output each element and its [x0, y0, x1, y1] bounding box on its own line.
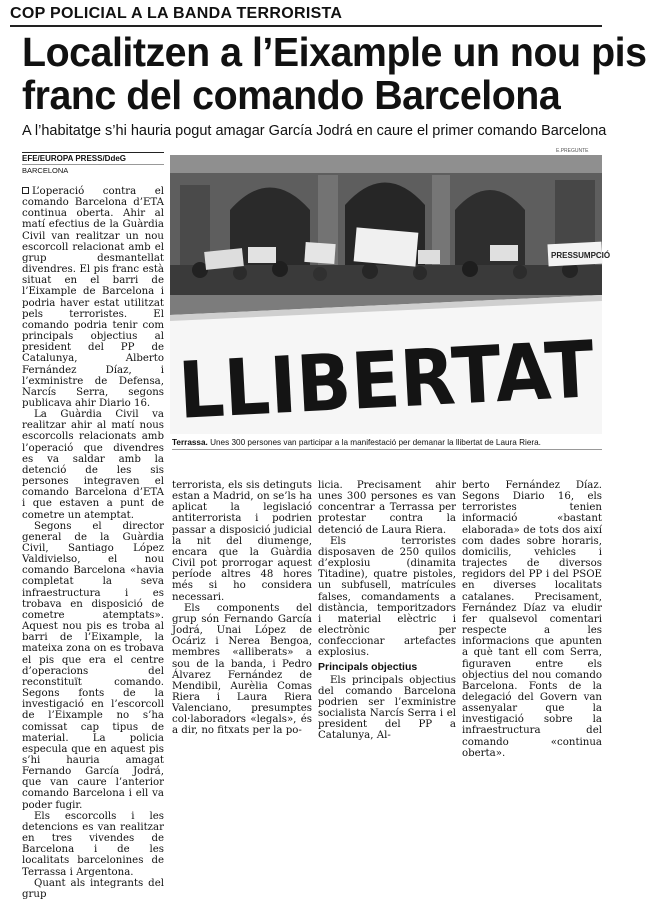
photo-illustration	[170, 155, 633, 437]
article-column-4	[462, 480, 602, 759]
paragraph: berto Fernández Díaz. Segons Diario 16, els terroristes tenien informació «bastant elaborada» de tots dos així com dades sobre horaris, domicilis, vehicles i trajectes de diversos regidors del PP i del PSOE en diverses localitats catalanes. Precisament, Fernández Díaz va eludir fer qualsevol comentari respecte a les informacions que apunten a què tant ell com Serra, figuraven entre els objectius del nou comando Barcelona. Fonts de la delegació del Govern van assenyalar que la investigació sobre la infraestructura del comando «continua oberta».	[462, 480, 602, 759]
article-column-1	[22, 186, 164, 900]
lead-square-icon	[22, 187, 29, 194]
photo-caption	[172, 438, 602, 450]
paragraph: Els components del grup són Fernando García Jodrá, Unai López de Ocáriz i Nerea Bengoa, membres «alliberats» a sou de la banda, i Pedro Álvarez Fernández de Mendibil, Aurèlia Comas Riera i Laura Riera Valenciano, presumptes col·laboradors «legals», és a dir, no fitxats per la po-	[172, 602, 312, 737]
sign-text: PRESSUMPCIÓ	[551, 251, 611, 260]
photo-credit: E.PREGUNTE	[556, 148, 589, 154]
caption-label: Terrassa.	[172, 438, 208, 447]
headline-line-2: franc del comando Barcelona	[22, 72, 561, 118]
caption-text: Unes 300 persones van participar a la manifestació per demanar la llibertat de Laura Riera.	[207, 438, 541, 447]
byline-agency: EFE/EUROPA PRESS/DdeG	[22, 152, 164, 163]
paragraph: terrorista, els sis detinguts estan a Madrid, on se’ls ha aplicat la legislació antiterrorista i podrien passar a disposició judicial la nit del diumenge, encara que la Guàrdia Civil pot prorrogar aquest període altres 48 hores més si ho considera necessari.	[172, 480, 312, 603]
paragraph: Els terroristes disposaven de 250 quilos d’explosiu (dinamita Titadine), quatre pistoles, un subfusell, matrícules falses, comandaments a distància, temporitzadors i material elèctric i electrònic per confeccionar artefactes explosius.	[318, 535, 456, 659]
paragraph: La Guàrdia Civil va realitzar ahir al matí nous escorcolls relacionats amb l’operació que divendres es va saldar amb la detenció de les sis persones integraven el comando Barcelona d’ETA i que estaven a punt de cometre un atemptat.	[22, 409, 164, 521]
byline-place: BARCELONA	[22, 164, 164, 175]
headline	[22, 29, 647, 118]
subheadline: A l’habitatge s’hi hauria pogut amagar García Jodrá en caure el primer comando Barcelona	[22, 123, 607, 139]
section-kicker: COP POLICIAL A LA BANDA TERRORISTA	[10, 3, 602, 27]
paragraph: Els escorcolls i les detencions es van realitzar en tres vivendes de Barcelona i de les localitats barcelonines de Terrassa i Argentona.	[22, 810, 164, 878]
headline-line-1: Localitzen a l’Eixample un nou pis	[22, 29, 647, 75]
article-column-3	[318, 480, 456, 742]
paragraph: Els principals objectius del comando Barcelona podrien ser l’exministre socialista Narcís Serra i el president del PP a Catalunya, Al-	[318, 674, 456, 742]
news-photo	[170, 155, 633, 437]
section-heading: Principals objectius	[318, 660, 418, 673]
paragraph: licia. Precisament ahir unes 300 persones es van concentrar a Terrassa per protestar contra la detenció de Laura Riera.	[318, 480, 456, 536]
paragraph: Segons el director general de la Guàrdia Civil, Santiago López Valdivielso, el nou comando Barcelona «havia completat la seva infraestructura i es trobava en disposició de cometre atemptats». Aquest nou pis es troba al barri de l’Eixample, la mateixa zona on es trobava el pis que era el centre d’operacions del reconstituït comando. Segons fonts de la investigació en l’escorcoll de l’Eixample no s’ha comissat cap tipus de material. La policia especula que en aquest pis s’hi hauria amagat Fernando García Jodrá, que van caure l’anterior comando Barcelona i ell va poder fugir.	[22, 520, 164, 811]
paragraph: L’operació contra el comando Barcelona d’ETA continua oberta. Ahir al matí efectius de la Guàrdia Civil van realitzar un nou escorcoll relacionat amb el grup desmantellat divendres. El pis franc està situat en el barri de l’Eixample de Barcelona i podria haver estat utilitzat pels terroristes. El comando podria tenir com principals objectius al president del PP de Catalunya, Alberto Fernández Díaz, i l’exministre de Defensa, Narcís Serra, segons publicava ahir Diario 16.	[22, 186, 164, 409]
article-column-2	[172, 480, 312, 737]
banner-text: LLIBERTAT	[176, 323, 633, 437]
paragraph: Quant als integrants del grup	[22, 877, 164, 900]
